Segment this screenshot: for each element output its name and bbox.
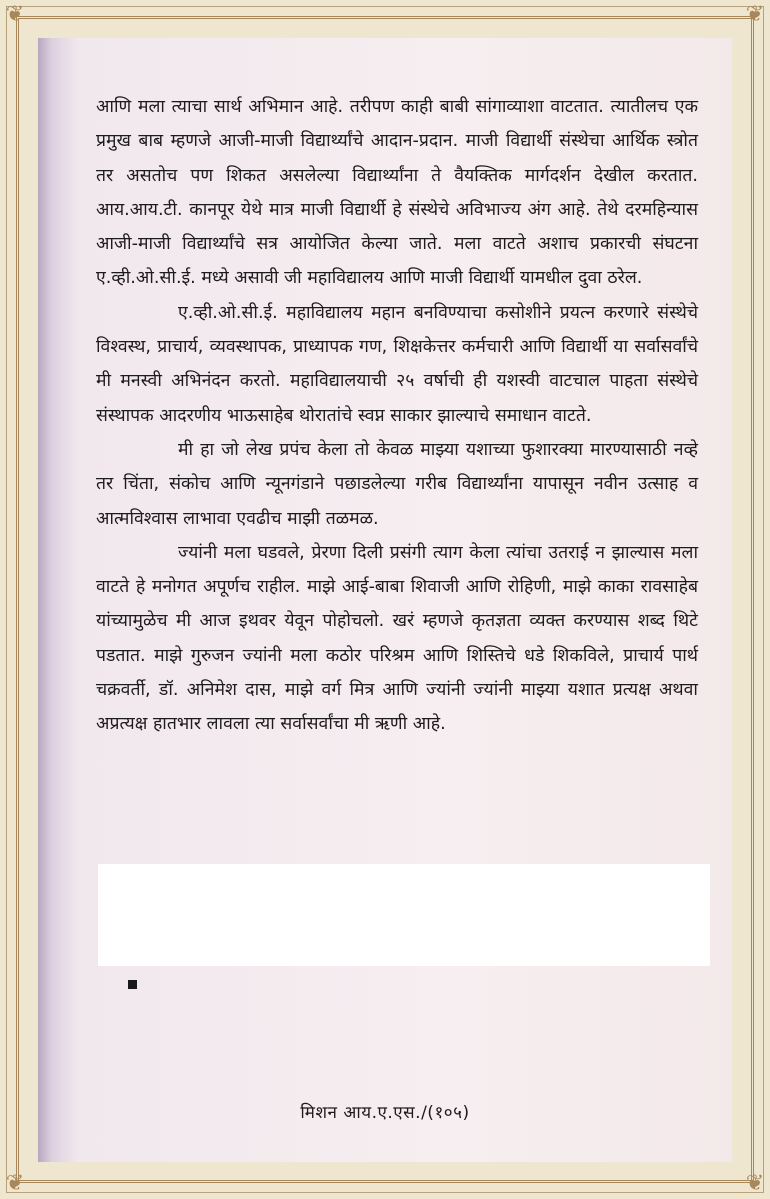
corner-ornament-icon: ❦: [745, 1171, 765, 1196]
book-page: [38, 38, 732, 1162]
corner-ornament-icon: ❦: [5, 1171, 25, 1196]
page-body: [96, 90, 698, 742]
page-footer: मिशन आय.ए.एस./(१०५): [300, 1103, 470, 1123]
corner-ornament-icon: ❦: [745, 2, 765, 27]
corner-ornament-icon: ❦: [5, 2, 25, 27]
paragraph: ज्यांनी मला घडवले, प्रेरणा दिली प्रसंगी त्याग केला त्यांचा उतराई न झाल्यास मला वाटते हे मनोगत अपूर्णच राहील. माझे आई-बाबा शिवाजी आणि रोहिणी, माझे काका रावसाहेब यांच्यामुळेच मी आज इथवर येवून पोहोचलो. खरं म्हणजे कृतज्ञता व्यक्त करण्यास शब्द थिटे पडतात. माझे गुरुजन ज्यांनी मला कठोर परिश्रम आणि शिस्तिचे धडे शिकविले, प्राचार्य पार्थ चक्रवर्ती, डॉ. अनिमेश दास, माझे वर्ग मित्र आणि ज्यांनी ज्यांनी माझ्या यशात प्रत्यक्ष अथवा अप्रत्यक्ष हातभार लावला त्या सर्वासर्वांचा मी ऋणी आहे.: [96, 542, 698, 735]
paragraph: ए.व्ही.ओ.सी.ई. महाविद्यालय महान बनविण्याचा कसोशीने प्रयत्न करणारे संस्थेचे विश्वस्थ, प्राचार्य, व्यवस्थापक, प्राध्यापक गण, शिक्षकेत्तर कर्मचारी आणि विद्यार्थी या सर्वासर्वांचे मी मनस्वी अभिनंदन करतो. महाविद्यालयाची २५ वर्षाची ही यशस्वी वाटचाल पाहता संस्थेचे संस्थापक आदरणीय भाऊसाहेब थोरातांचे स्वप्न साकार झाल्याचे समाधान वाटते.: [96, 302, 698, 426]
paragraph: आणि मला त्याचा सार्थ अभिमान आहे. तरीपण काही बाबी सांगाव्याशा वाटतात. त्यातीलच एक प्रमुख बाब म्हणजे आजी-माजी विद्यार्थ्यांचे आदान-प्रदान. माजी विद्यार्थी संस्थेचा आर्थिक स्त्रोत तर असतोच पण शिकत असलेल्या विद्यार्थ्यांना ते वैयक्तिक मार्गदर्शन देखील करतात. आय.आय.टी. कानपूर येथे मात्र माजी विद्यार्थी हे संस्थेचे अविभाज्य अंग आहे. तेथे दरमहिन्यास आजी-माजी विद्यार्थ्यांचे सत्र आयोजित केल्या जाते. मला वाटते अशाच प्रकारची संघटना ए.व्ही.ओ.सी.ई. मध्ये असावी जी महाविद्यालय आणि माजी विद्यार्थी यामधील दुवा ठरेल.: [96, 97, 698, 289]
square-bullet-icon: [128, 980, 137, 989]
redaction-box: [98, 864, 710, 966]
paragraph: मी हा जो लेख प्रपंच केला तो केवळ माझ्या यशाच्या फुशारक्या मारण्यासाठी नव्हे तर चिंता, संकोच आणि न्यूनगंडाने पछाडलेल्या गरीब विद्यार्थ्यांना यापासून नवीन उत्साह व आत्मविश्वास लाभावा एवढीच माझी तळमळ.: [96, 439, 698, 529]
